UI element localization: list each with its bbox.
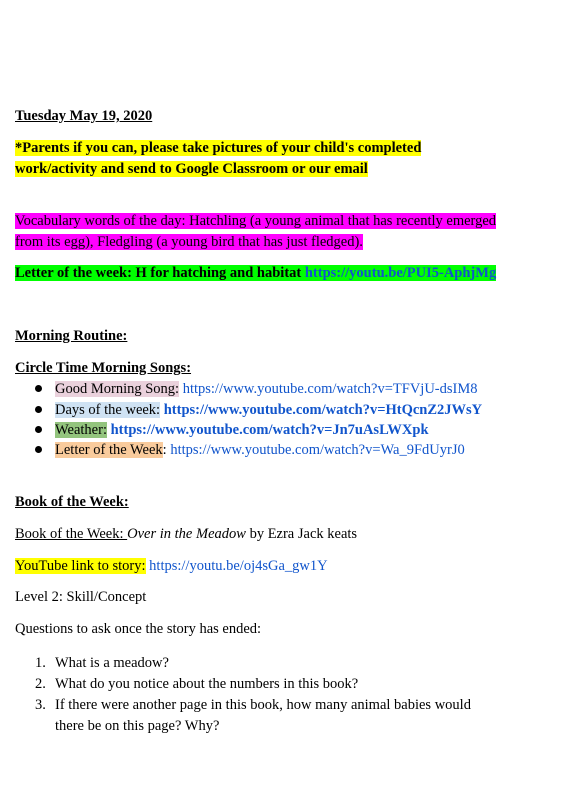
parents-note-text2: work/activity and send to Google Classroom or our email <box>15 161 368 177</box>
song-item-letter-of-week <box>55 441 465 459</box>
song-link[interactable]: https://www.youtube.com/watch?v=Jn7uAsLWXpk <box>110 422 429 438</box>
song-label: Letter of the Week <box>55 442 163 458</box>
letter-of-week-label: Letter of the week: H for hatching and habitat <box>15 265 305 281</box>
vocab-text1: Vocabulary words of the day: Hatchling (a young animal that has recently emerged <box>15 213 497 229</box>
parents-note-line2 <box>15 160 368 178</box>
youtube-story-label: YouTube link to story: <box>15 558 146 574</box>
book-line <box>15 525 357 543</box>
question-number: 2. <box>35 676 46 692</box>
book-title: Over in the Meadow <box>127 526 246 542</box>
song-label: Days of the week: <box>55 402 161 418</box>
question-item: If there were another page in this book, how many animal babies would <box>55 697 471 713</box>
letter-of-week-link[interactable]: https://youtu.be/PUI5-AphjMg <box>304 265 497 281</box>
vocab-line1 <box>15 212 496 230</box>
song-label: Weather: <box>55 422 107 438</box>
level-line: Level 2: Skill/Concept <box>15 589 147 605</box>
question-item: What is a meadow? <box>55 655 169 671</box>
morning-routine-heading: Morning Routine: <box>15 328 128 344</box>
song-label: Good Morning Song: <box>55 381 180 397</box>
bullet-icon <box>35 406 42 413</box>
song-item-weather <box>55 421 429 439</box>
song-link[interactable]: https://www.youtube.com/watch?v=Wa_9FdUyrJ0 <box>170 442 465 458</box>
youtube-story-line <box>15 557 328 575</box>
question-number: 1. <box>35 655 46 671</box>
questions-intro: Questions to ask once the story has ended: <box>15 621 262 637</box>
song-item-days-of-week <box>55 401 482 419</box>
book-heading: Book of the Week: <box>15 494 129 510</box>
letter-of-week-line <box>15 264 496 282</box>
vocab-text2: from its egg), Fledgling (a young bird that has just fledged). <box>15 234 363 250</box>
song-separator: : <box>162 442 167 458</box>
bullet-icon <box>35 385 42 392</box>
book-author: by Ezra Jack keats <box>245 526 358 542</box>
song-item-good-morning <box>55 380 478 398</box>
song-link[interactable]: https://www.youtube.com/watch?v=HtQcnZ2JWsY <box>163 402 483 418</box>
question-item: What do you notice about the numbers in this book? <box>55 676 359 692</box>
parents-note-text1: *Parents if you can, please take pictures of your child's completed <box>15 140 422 156</box>
date-heading: Tuesday May 19, 2020 <box>15 108 153 124</box>
song-link[interactable]: https://www.youtube.com/watch?v=TFVjU-dsIM8 <box>182 381 478 397</box>
letter-of-week-text <box>15 265 496 281</box>
question-item-continued: there be on this page? Why? <box>55 718 220 734</box>
vocab-line2 <box>15 233 363 251</box>
question-number: 3. <box>35 697 46 713</box>
bullet-icon <box>35 446 42 453</box>
circle-time-heading: Circle Time Morning Songs: <box>15 360 192 376</box>
youtube-story-link[interactable]: https://youtu.be/oj4sGa_gw1Y <box>149 558 328 574</box>
parents-note-line1 <box>15 139 421 157</box>
bullet-icon <box>35 426 42 433</box>
book-line-prefix: Book of the Week: <box>15 526 128 542</box>
